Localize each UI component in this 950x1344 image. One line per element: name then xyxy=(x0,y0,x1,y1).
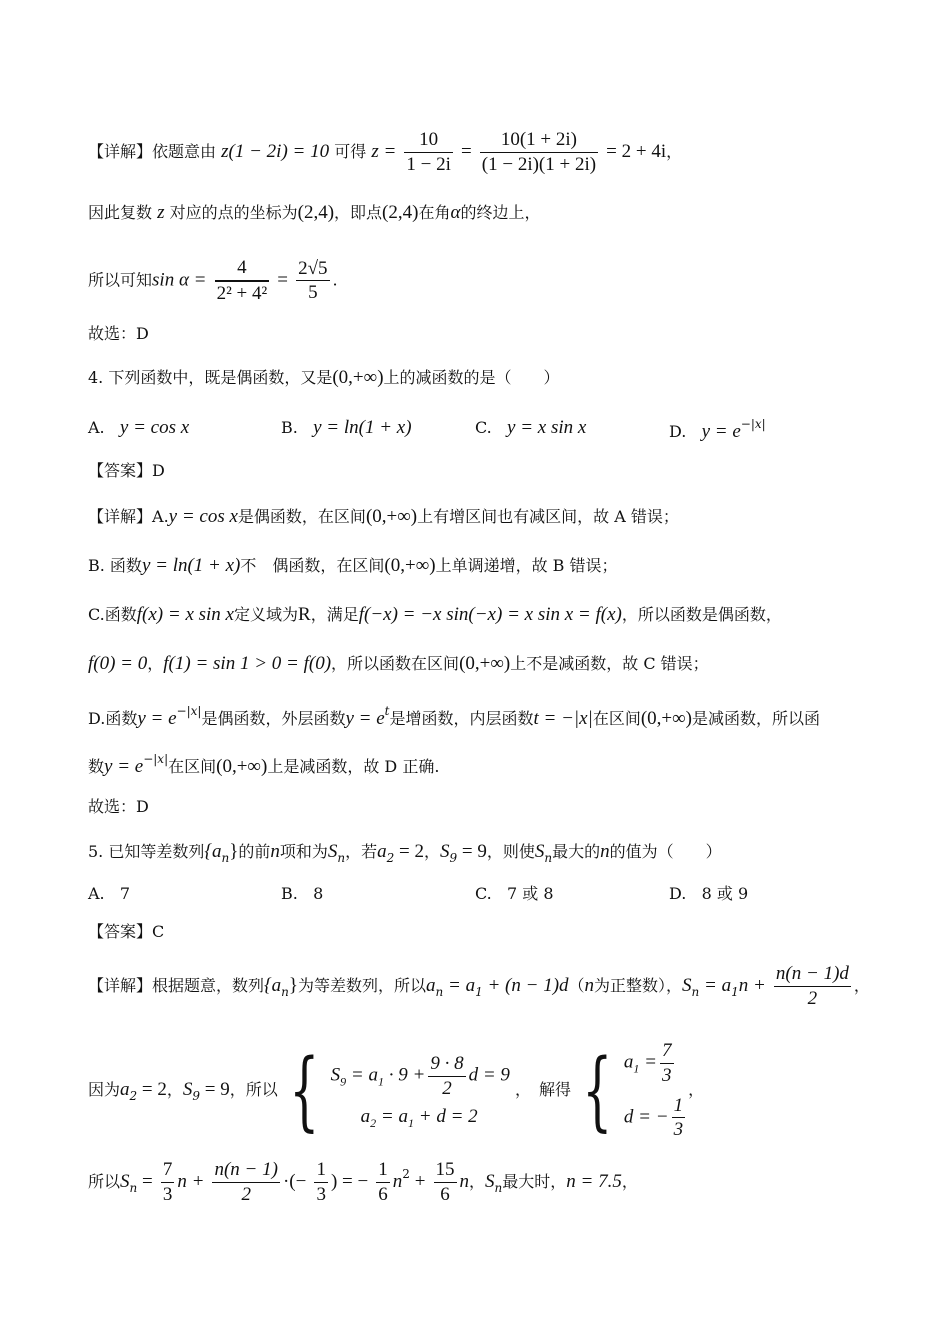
q4-option-d: D. $y = e^{-|x|}$ xyxy=(669,417,766,442)
detail-tag: 【详解】 xyxy=(88,141,153,161)
text: ，即点 xyxy=(334,203,383,222)
math: z(1 − 2i) = 10 xyxy=(221,140,330,162)
text: 上的减函数的是（ ） xyxy=(383,368,560,387)
q5-detail-3: 所以$S_n$ = $\frac{7}{3}$ n + $\frac{n(n - 1)}{2}$ ·(− $\frac{1}{3}$ ) = − $\frac{1}{6}$ $n^2$ + $\frac{15}{6}$ n，$S_n$最大时，n = 7.5， xyxy=(88,1159,638,1205)
fraction: $\frac{10(1 + 2i)}{(1 - 2i)(1 + 2i)}$ xyxy=(481,129,597,175)
math: sin α = xyxy=(152,269,207,291)
fraction: $\frac{10}{1 - 2i}$ xyxy=(406,129,451,175)
left-brace-icon: { xyxy=(289,1040,320,1141)
detail-line-1 xyxy=(88,128,682,177)
math: z = xyxy=(371,140,397,162)
text: 可得 xyxy=(334,141,367,161)
q5-option-b: B. 8 xyxy=(281,884,324,903)
text: ， xyxy=(666,141,683,161)
math: = xyxy=(277,269,288,291)
math: = 2 + 4i xyxy=(606,140,667,162)
text: 所以可知 xyxy=(88,270,153,290)
math: z xyxy=(157,202,165,223)
text: . xyxy=(332,270,338,290)
fraction: $\frac{1}{6}$ xyxy=(378,1159,388,1205)
q4-detail-c2: f(0) = 0，f(1) = sin 1 > 0 = f(0)，所以函数在区间(0,+∞)上不是减函数，故 C 错误； xyxy=(88,653,709,674)
q5-detail-1: 【详解】根据题意，数列$\{a_n\}$为等差数列，所以$a_n = a_1 + (n - 1)d(n$为正整数），$S_n = a_1n$ + $\frac{n(n - 1)d}{2}$ ， xyxy=(88,963,870,1009)
detail-line-3 xyxy=(88,256,338,306)
fraction: $\frac{7}{3}$ xyxy=(162,1159,173,1205)
q4-detail-d2: 数$y = e^{-|x|}$在区间(0,+∞)上是减函数，故 D 正确. xyxy=(88,752,440,777)
q5-option-d: D. 8 或 9 xyxy=(669,884,749,903)
detail-line-2 xyxy=(88,203,540,222)
fraction: $\frac{1}{3}$ xyxy=(316,1159,326,1205)
choice-line: 故选：D xyxy=(88,324,149,343)
answer-line: 【答案】D xyxy=(88,461,165,480)
text: 对应的点的坐标为 xyxy=(169,203,298,222)
answer-line: 【答案】C xyxy=(88,922,165,941)
math: α xyxy=(450,202,461,223)
q4-detail-b: B. 函数y = ln(1 + x)不 偶函数，在区间(0,+∞)上单调递增，故 B 错误； xyxy=(88,555,618,576)
fraction: $\frac{15}{6}$ xyxy=(435,1159,455,1205)
text: 因此复数 xyxy=(88,203,153,222)
question-4 xyxy=(88,368,560,387)
fraction: $\frac{2√5}{5}$ xyxy=(298,257,328,304)
left-brace-icon: { xyxy=(582,1040,613,1141)
question-5: 5. 已知等差数列$\{a_n\}$的前n项和为$S_n$，若$a_2 = 2$，$S_9 = 9$，则使$S_n$最大的n的值为（ ） xyxy=(88,841,722,865)
fraction: $\frac{n(n - 1)}{2}$ xyxy=(214,1159,278,1205)
math: (2,4) xyxy=(382,202,419,223)
q4-option-c: C. y = x sin x xyxy=(475,417,587,438)
text: 4. 下列函数中，既是偶函数，又是 xyxy=(88,368,333,387)
choice-line: 故选：D xyxy=(88,797,149,816)
q4-detail-d1: D.函数$y = e^{-|x|}$是偶函数，外层函数$y = e^t$是增函数，内层函数t = −|x|在区间(0,+∞)是减函数，所以函 xyxy=(88,704,821,729)
q4-detail-a: 【详解】A.y = cos x是偶函数，在区间(0,+∞)上有增区间也有减区间，故 A 错误； xyxy=(88,506,679,527)
q4-detail-c1: C.函数f(x) = x sin x定义域为R，满足f(−x) = −x sin(−x) = x sin x = f(x)，所以函数是偶函数， xyxy=(88,604,782,625)
fraction: $\frac{4}{\text{2² + 4²}}$ xyxy=(216,257,268,304)
text: 的终边上， xyxy=(460,203,541,222)
q5-option-a: A. 7 xyxy=(88,884,131,903)
equation-system: $S_9 = a_1 \cdot 9$ + $\frac{9 \cdot 8}{2}$ d = 9 $a_2 = a_1 + d = 2$ xyxy=(330,1053,510,1130)
fraction: $\frac{n(n - 1)d}{2}$ xyxy=(775,963,849,1009)
q5-detail-2: 因为$a_2 = 2$，$S_9 = 9$，所以 { $S_9 = a_1 \cdot 9$ + $\frac{9 \cdot 8}{2}$ d = 9 $a_2 = a_1 + d = 2$ ， 解得 { $a_1$ = $\frac{7}{3}$ d = − $\frac{1}{3}$ ， xyxy=(88,1036,704,1145)
math: (0,+∞) xyxy=(332,367,384,388)
math: (2,4) xyxy=(297,202,335,223)
text: 在角 xyxy=(418,203,451,222)
q5-option-c: C. 7 或 8 xyxy=(475,884,554,903)
q4-option-a: A. y = cos x xyxy=(88,417,190,438)
text: 依题意由 xyxy=(152,141,217,161)
math: = xyxy=(460,140,472,162)
solution-system: $a_1$ = $\frac{7}{3}$ d = − $\frac{1}{3}$ xyxy=(623,1040,684,1141)
q4-option-b: B. y = ln(1 + x) xyxy=(281,417,412,438)
